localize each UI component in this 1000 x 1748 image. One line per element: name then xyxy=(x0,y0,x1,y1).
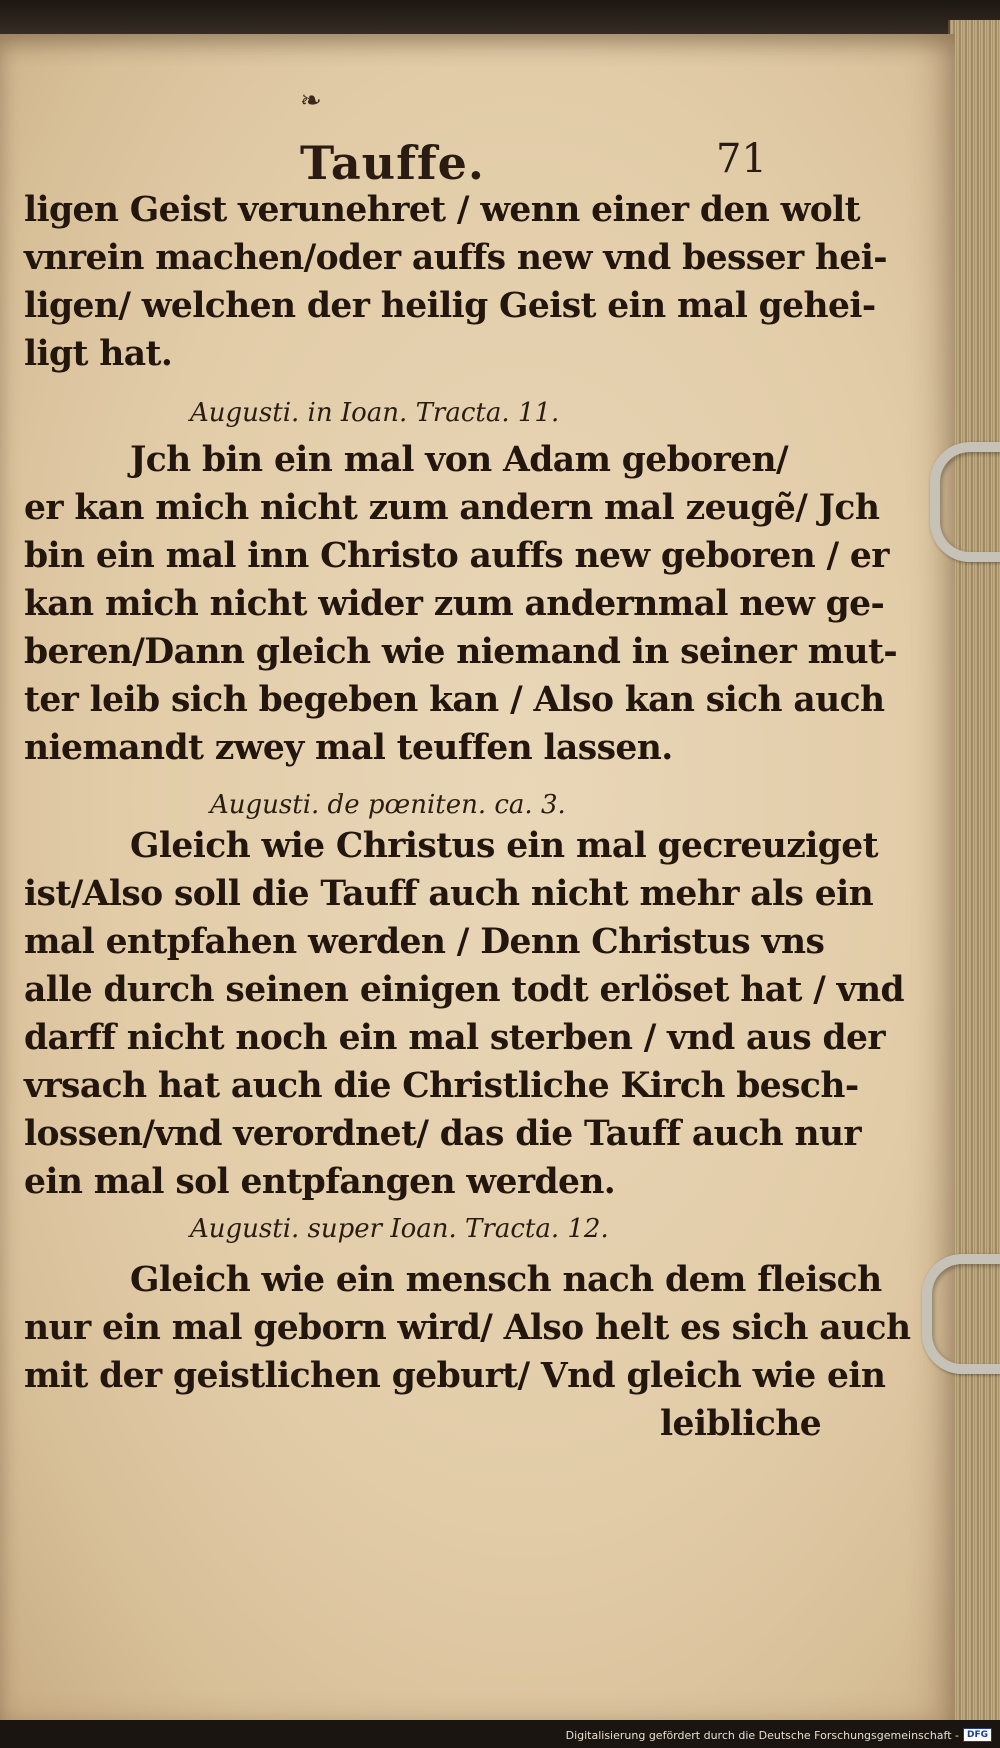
page-edges xyxy=(948,20,1000,1720)
text-line: kan mich nicht wider zum andernmal new ge- xyxy=(24,584,885,624)
text-line: darff nicht noch ein mal sterben / vnd aus der xyxy=(24,1018,885,1058)
citation: Augusti. in Ioan. Tracta. 11. xyxy=(190,398,560,428)
text-line: vnrein machen/oder auffs new vnd besser hei- xyxy=(24,238,887,278)
citation: Augusti. de pœniten. ca. 3. xyxy=(210,790,566,820)
text-line: lossen/vnd verordnet/ das die Tauff auch nur xyxy=(24,1114,862,1154)
catchword: leibliche xyxy=(660,1404,822,1444)
running-head: Tauffe. xyxy=(300,136,485,190)
text-line: alle durch seinen einigen todt erlöset hat / vnd xyxy=(24,970,905,1010)
credit-text: Digitalisierung gefördert durch die Deutsche Forschungsgemeinschaft - xyxy=(565,1728,959,1742)
text-line: vrsach hat auch die Christliche Kirch besch- xyxy=(24,1066,859,1106)
citation: Augusti. super Ioan. Tracta. 12. xyxy=(190,1214,609,1244)
text-line: mit der geistlichen geburt/ Vnd gleich wie ein xyxy=(24,1356,886,1396)
footer-credit xyxy=(566,1728,992,1742)
text-line: ist/Also soll die Tauff auch nicht mehr als ein xyxy=(24,874,874,914)
text-line: Gleich wie Christus ein mal gecreuziget xyxy=(130,826,878,866)
dfg-logo: DFG xyxy=(963,1728,992,1742)
text-line: ligen/ welchen der heilig Geist ein mal gehei- xyxy=(24,286,876,326)
text-line: ter leib sich begeben kan / Also kan sich auch xyxy=(24,680,885,720)
text-line: niemandt zwey mal teuffen lassen. xyxy=(24,728,673,768)
text-line: ligt hat. xyxy=(24,334,173,374)
ornament-icon: ❧ xyxy=(300,86,322,116)
book-clasp-upper xyxy=(930,442,1000,562)
text-line: bin ein mal inn Christo auffs new geboren / er xyxy=(24,536,889,576)
text-line: mal entpfahen werden / Denn Christus vns xyxy=(24,922,825,962)
text-line: Gleich wie ein mensch nach dem fleisch xyxy=(130,1260,882,1300)
text-line: beren/Dann gleich wie niemand in seiner mut- xyxy=(24,632,898,672)
page-number: 71 xyxy=(716,136,767,182)
text-line: nur ein mal geborn wird/ Also helt es sich auch xyxy=(24,1308,911,1348)
text-line: Jch bin ein mal von Adam geboren/ xyxy=(130,440,789,480)
text-line: ein mal sol entpfangen werden. xyxy=(24,1162,616,1202)
text-line: ligen Geist verunehret / wenn einer den wolt xyxy=(24,190,860,230)
text-line: er kan mich nicht zum andern mal zeugẽ/ Jch xyxy=(24,488,880,528)
book-clasp-lower xyxy=(922,1254,1000,1374)
